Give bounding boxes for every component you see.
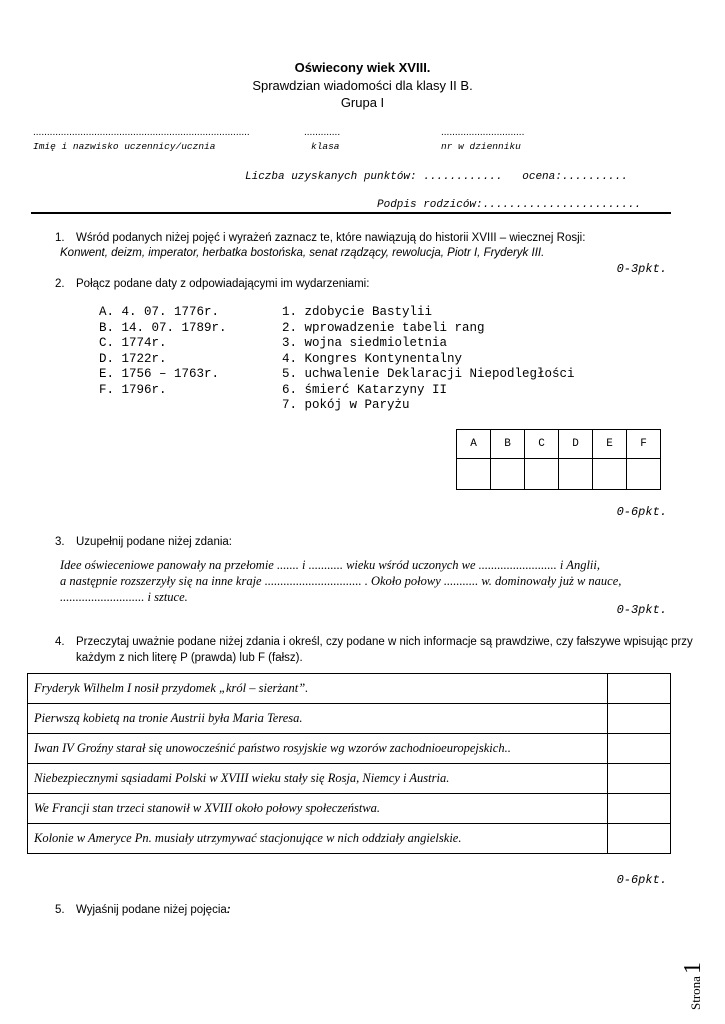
q2-answer-grid [456, 429, 661, 490]
table-row [28, 704, 671, 734]
true-false-answer-cell[interactable] [608, 704, 671, 734]
answer-cell[interactable] [457, 459, 491, 490]
answer-header: C [525, 430, 559, 459]
class-field[interactable]: ............. [304, 127, 341, 138]
true-false-answer-cell[interactable] [608, 824, 671, 854]
q2-events-list [282, 305, 575, 414]
answer-header: D [559, 430, 593, 459]
score-line[interactable]: Liczba uzyskanych punktów: ............ ocena:.......... [245, 171, 628, 183]
q2-number: 2. [55, 278, 65, 290]
answer-cell[interactable] [525, 459, 559, 490]
event-item: 4. Kongres Kontynentalny [282, 351, 463, 366]
statement-text: We Francji stan trzeci stanowił w XVIII około połowy społeczeństwa. [28, 794, 608, 824]
answer-cell[interactable] [559, 459, 593, 490]
date-item: C. 1774r. [99, 336, 167, 350]
q5-text [76, 904, 231, 916]
answer-cell[interactable] [627, 459, 661, 490]
answer-header: E [593, 430, 627, 459]
q5-text-label: Wyjaśnij podane niżej pojęcia [76, 904, 227, 916]
q5-colon: : [226, 904, 231, 916]
q4-text-line-1: Przeczytaj uważnie podane niżej zdania i określ, czy podane w nich informacje są prawdziwe, czy fałszywe wpisując przy [76, 636, 693, 648]
true-false-answer-cell[interactable] [608, 764, 671, 794]
answer-header: A [457, 430, 491, 459]
statement-text: Niebezpiecznymi sąsiadami Polski w XVIII wieku stały się Rosja, Niemcy i Austria. [28, 764, 608, 794]
page-number-footer [680, 920, 710, 1010]
q3-line-1[interactable]: Idee oświeceniowe panowały na przełomie ....... i ........... wieku wśród uczonych we ......................... i Anglii, [60, 558, 600, 572]
q3-line-2[interactable]: a następnie rozszerzyły się na inne kraje ............................... . Około połowy ........... w. dominowały już w nauce, [60, 574, 622, 588]
q3-text: Uzupełnij podane niżej zdania: [76, 536, 232, 548]
page-number: 1 [680, 962, 706, 975]
event-item: 2. wprowadzenie tabeli rang [282, 320, 485, 335]
name-label: Imię i nazwisko uczennicy/ucznia [33, 141, 216, 152]
q4-points: 0-6pkt. [616, 873, 667, 887]
true-false-answer-cell[interactable] [608, 734, 671, 764]
answer-cell[interactable] [491, 459, 525, 490]
group-label: Grupa I [340, 95, 385, 110]
statement-text: Kolonie w Ameryce Pn. musiały utrzymywać stacjonujące w nich oddziały angielskie. [28, 824, 608, 854]
table-row [28, 794, 671, 824]
statement-text: Iwan IV Groźny starał się unowocześnić państwo rosyjskie wg wzorów zachodnioeuropejskich.. [28, 734, 608, 764]
page-subtitle: Sprawdzian wiadomości dla klasy II B. [252, 78, 473, 93]
q3-number: 3. [55, 536, 65, 548]
q4-text-line-2: każdym z nich literę P (prawda) lub F (fałsz). [76, 652, 303, 664]
event-item: 3. wojna siedmioletnia [282, 336, 448, 350]
register-number-field[interactable]: .............................. [441, 127, 525, 138]
date-item: B. 14. 07. 1789r. [99, 320, 227, 335]
q4-statements-table [27, 673, 671, 854]
event-item: 6. śmierć Katarzyny II [282, 382, 448, 397]
true-false-answer-cell[interactable] [608, 794, 671, 824]
date-item: E. 1756 – 1763r. [99, 367, 220, 381]
event-item: 7. pokój w Paryżu [282, 398, 410, 412]
answer-header: F [627, 430, 661, 459]
true-false-answer-cell[interactable] [608, 674, 671, 704]
q1-terms[interactable]: Konwent, deizm, imperator, herbatka bostońska, senat rządzący, rewolucja, Piotr I, Fryderyk III. [60, 247, 545, 259]
q2-dates-list [99, 305, 227, 398]
event-item: 5. uchwalenie Deklaracji Niepodległości [282, 367, 575, 381]
q5-number: 5. [55, 904, 65, 916]
q2-text: Połącz podane daty z odpowiadającymi im wydarzeniami: [76, 278, 370, 290]
statement-text: Pierwszą kobietą na tronie Austrii była Maria Teresa. [28, 704, 608, 734]
name-field[interactable]: .............................................................................. [33, 127, 250, 138]
q1-points: 0-3pkt. [616, 262, 667, 276]
date-item: A. 4. 07. 1776r. [99, 305, 220, 319]
q3-points: 0-3pkt. [616, 603, 667, 617]
table-row [28, 734, 671, 764]
q1-number: 1. [55, 232, 65, 244]
table-row [28, 824, 671, 854]
page-title: Oświecony wiek XVIII. [294, 60, 431, 75]
statement-text: Fryderyk Wilhelm I nosił przydomek „król – sierżant”. [28, 674, 608, 704]
q3-line-3[interactable]: ........................... i sztuce. [60, 590, 188, 604]
q2-points: 0-6pkt. [616, 505, 667, 519]
header-divider [31, 212, 671, 214]
table-row [28, 674, 671, 704]
class-label: klasa [311, 141, 340, 152]
date-item: F. 1796r. [99, 382, 167, 397]
table-row [28, 764, 671, 794]
answer-cell[interactable] [593, 459, 627, 490]
register-number-label: nr w dzienniku [441, 141, 521, 152]
answer-header: B [491, 430, 525, 459]
event-item: 1. zdobycie Bastylii [282, 305, 433, 319]
signature-line[interactable]: Podpis rodziców:........................ [377, 199, 642, 211]
date-item: D. 1722r. [99, 351, 167, 366]
page-word: Strona [688, 976, 703, 1010]
q1-text: Wśród podanych niżej pojęć i wyrażeń zaznacz te, które nawiązują do historii XVIII – wiecznej Rosji: [76, 232, 586, 244]
q4-number: 4. [55, 636, 65, 648]
